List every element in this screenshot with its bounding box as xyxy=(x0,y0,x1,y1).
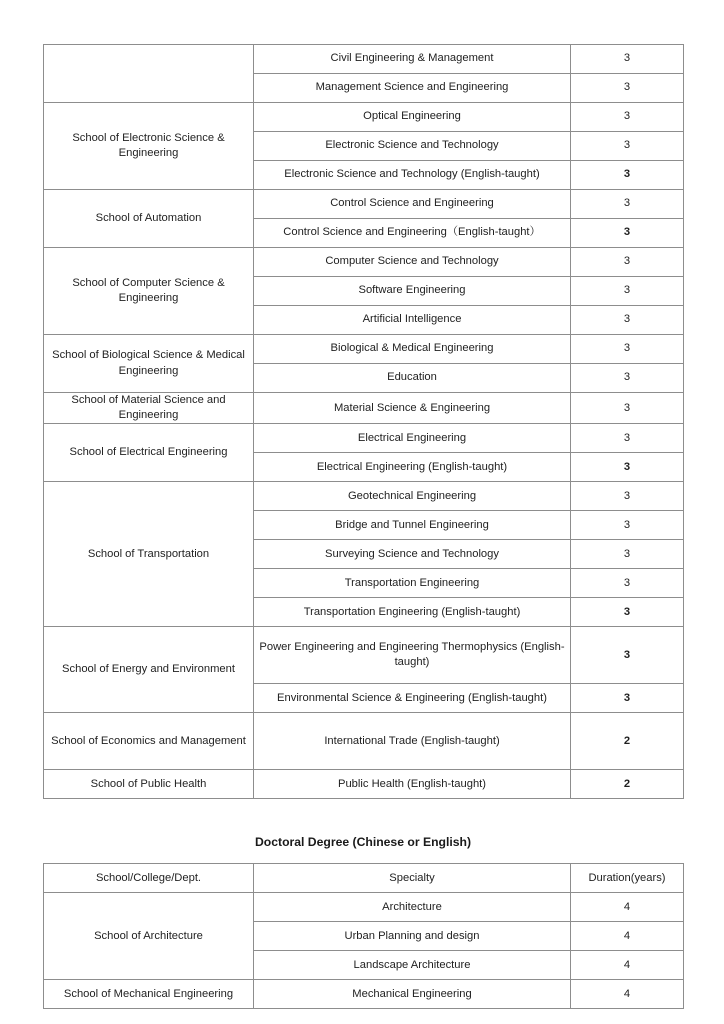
table-row xyxy=(44,335,684,364)
specialty-cell: Urban Planning and design xyxy=(254,922,571,951)
table-row xyxy=(44,713,684,770)
duration-cell: 3 xyxy=(571,103,684,132)
table-row xyxy=(44,45,684,74)
tables-container xyxy=(43,44,683,1009)
duration-cell: 3 xyxy=(571,482,684,511)
specialty-cell: Electrical Engineering (English-taught) xyxy=(254,453,571,482)
specialty-cell: Control Science and Engineering（English-taught） xyxy=(254,219,571,248)
specialty-cell: Public Health (English-taught) xyxy=(254,770,571,799)
specialty-cell: Transportation Engineering (English-taught) xyxy=(254,598,571,627)
school-cell: School of Mechanical Engineering xyxy=(44,980,254,1009)
duration-cell: 3 xyxy=(571,598,684,627)
table-row xyxy=(44,980,684,1009)
school-cell: School of Computer Science & Engineering xyxy=(44,248,254,335)
school-cell: School of Energy and Environment xyxy=(44,627,254,713)
school-cell xyxy=(44,45,254,103)
specialty-cell: Artificial Intelligence xyxy=(254,306,571,335)
specialty-cell: Biological & Medical Engineering xyxy=(254,335,571,364)
duration-cell: 3 xyxy=(571,306,684,335)
school-cell: School of Transportation xyxy=(44,482,254,627)
duration-cell: 3 xyxy=(571,248,684,277)
specialty-cell: Electronic Science and Technology (English-taught) xyxy=(254,161,571,190)
duration-cell: 3 xyxy=(571,511,684,540)
specialty-cell: Architecture xyxy=(254,893,571,922)
duration-cell: 3 xyxy=(571,45,684,74)
duration-cell: 2 xyxy=(571,713,684,770)
duration-cell: 3 xyxy=(571,277,684,306)
table-row xyxy=(44,393,684,424)
specialty-cell: Transportation Engineering xyxy=(254,569,571,598)
specialty-cell: Mechanical Engineering xyxy=(254,980,571,1009)
specialty-cell: Civil Engineering & Management xyxy=(254,45,571,74)
duration-cell: 4 xyxy=(571,951,684,980)
duration-cell: 3 xyxy=(571,393,684,424)
specialty-cell: Geotechnical Engineering xyxy=(254,482,571,511)
duration-cell: 3 xyxy=(571,335,684,364)
table-row xyxy=(44,190,684,219)
specialty-cell: Computer Science and Technology xyxy=(254,248,571,277)
school-cell: School of Architecture xyxy=(44,893,254,980)
duration-cell: 3 xyxy=(571,190,684,219)
specialty-cell: Optical Engineering xyxy=(254,103,571,132)
specialty-cell: Electrical Engineering xyxy=(254,424,571,453)
table-row xyxy=(44,103,684,132)
table-row xyxy=(44,424,684,453)
duration-cell: 3 xyxy=(571,453,684,482)
specialty-cell: International Trade (English-taught) xyxy=(254,713,571,770)
specialty-cell: Surveying Science and Technology xyxy=(254,540,571,569)
duration-cell: 3 xyxy=(571,132,684,161)
specialty-cell: Management Science and Engineering xyxy=(254,74,571,103)
school-cell: School of Public Health xyxy=(44,770,254,799)
table-row xyxy=(44,770,684,799)
section-title: Doctoral Degree (Chinese or English) xyxy=(254,835,472,850)
document-page xyxy=(43,44,683,1009)
table-header-row xyxy=(44,864,684,893)
school-cell: School of Electronic Science & Engineering xyxy=(44,103,254,190)
column-header: Specialty xyxy=(254,864,571,893)
school-cell: School of Electrical Engineering xyxy=(44,424,254,482)
duration-cell: 3 xyxy=(571,219,684,248)
duration-cell: 3 xyxy=(571,364,684,393)
programs-table xyxy=(43,44,684,799)
spacer xyxy=(43,849,683,863)
table-row xyxy=(44,248,684,277)
specialty-cell: Landscape Architecture xyxy=(254,951,571,980)
school-cell: School of Automation xyxy=(44,190,254,248)
duration-cell: 3 xyxy=(571,74,684,103)
table-row xyxy=(44,627,684,684)
duration-cell: 4 xyxy=(571,922,684,951)
duration-cell: 3 xyxy=(571,161,684,190)
school-cell: School of Economics and Management xyxy=(44,713,254,770)
duration-cell: 2 xyxy=(571,770,684,799)
school-cell: School of Material Science and Engineering xyxy=(44,393,254,424)
duration-cell: 3 xyxy=(571,540,684,569)
specialty-cell: Software Engineering xyxy=(254,277,571,306)
column-header: Duration(years) xyxy=(571,864,684,893)
duration-cell: 4 xyxy=(571,893,684,922)
duration-cell: 3 xyxy=(571,424,684,453)
column-header: School/College/Dept. xyxy=(44,864,254,893)
specialty-cell: Electronic Science and Technology xyxy=(254,132,571,161)
specialty-cell: Bridge and Tunnel Engineering xyxy=(254,511,571,540)
school-cell: School of Biological Science & Medical Engineering xyxy=(44,335,254,393)
table-row xyxy=(44,893,684,922)
table-row xyxy=(44,482,684,511)
duration-cell: 3 xyxy=(571,684,684,713)
specialty-cell: Material Science & Engineering xyxy=(254,393,571,424)
duration-cell: 3 xyxy=(571,569,684,598)
spacer xyxy=(43,799,683,835)
duration-cell: 4 xyxy=(571,980,684,1009)
specialty-cell: Environmental Science & Engineering (English-taught) xyxy=(254,684,571,713)
specialty-cell: Education xyxy=(254,364,571,393)
specialty-cell: Power Engineering and Engineering Thermophysics (English-taught) xyxy=(254,627,571,684)
duration-cell: 3 xyxy=(571,627,684,684)
programs-table xyxy=(43,863,684,1009)
specialty-cell: Control Science and Engineering xyxy=(254,190,571,219)
